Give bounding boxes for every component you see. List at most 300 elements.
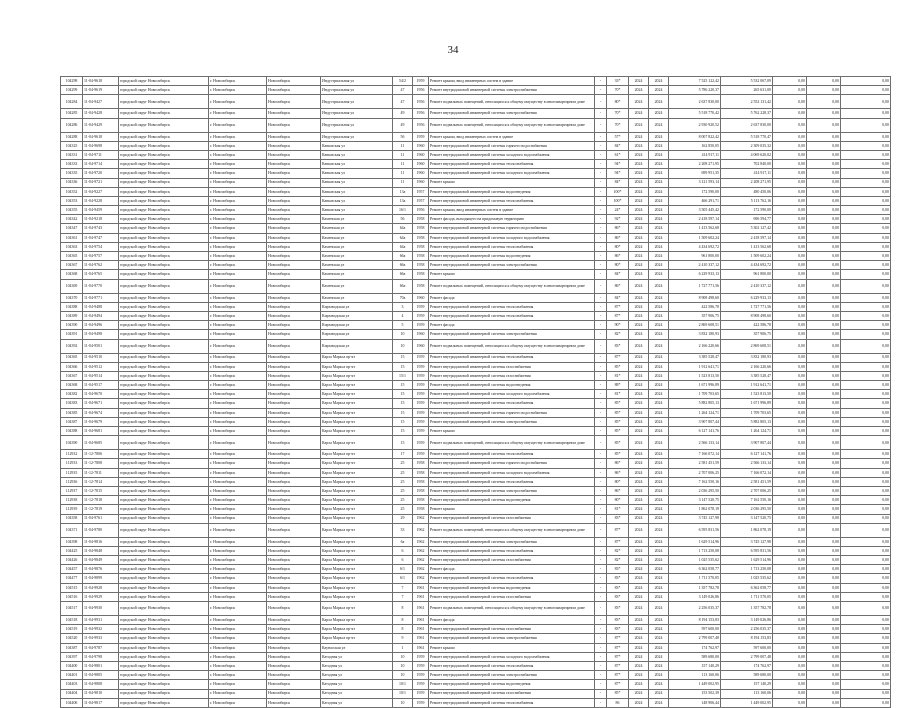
cell-municipality: городской округ Новосибирск [119,270,209,279]
table-row [61,206,891,215]
cell-plan-year-start: 2024 [629,574,649,583]
cell-municipality: городской округ Новосибирск [119,505,209,514]
cell-plan-year-start: 2024 [629,187,649,196]
cell-row-number: 104516 [61,592,83,601]
cell-locality: Новосибирск [267,187,321,196]
table-row [61,233,891,242]
cell-cost-owners: 0,00 [841,233,891,242]
cell-work-type: Ремонт внутридомовой инженерной системы теплоснабжения [429,160,595,169]
cell-street: Каменская ул [321,279,393,293]
cell-cost-budget-local: 0,00 [807,634,841,643]
cell-municipality: городской округ Новосибирск [119,643,209,652]
cell-cost-total: 414 917,11 [669,150,721,159]
cell-street: Карла Маркса пр-кт [321,592,393,601]
cell-cost-budget-regional: 0,00 [773,169,807,178]
cell-municipality: городской округ Новосибирск [119,187,209,196]
cell-wear-percent: 94* [607,169,629,178]
cell-row-number: 104331 [61,150,83,159]
cell-cost-budget-regional: 0,00 [773,109,807,118]
cell-cost-budget-local: 0,00 [807,279,841,293]
cell-cost-total: 1 449 002,95 [669,680,721,689]
cell-house-code: 11-04-9787 [83,643,119,652]
cell-cost-fund: 2 566 133,14 [721,459,773,468]
cell-row-number: 104388 [61,427,83,436]
cell-locality: Новосибирск [267,523,321,537]
table-row [61,187,891,196]
cell-build-year: 1962 [413,546,429,555]
cell-work-mark: - [595,371,607,380]
cell-work-type: Ремонт крыши, ввод инженерных систем в здание [429,132,595,141]
cell-cost-fund: 2 552 131,42 [721,95,773,109]
cell-locality: Новосибирск [267,634,321,643]
cell-work-type: Ремонт внутридомовой инженерной системы газоснабжения [429,514,595,523]
cell-build-year: 1959 [413,77,429,86]
cell-house-code: 11-12-7814 [83,477,119,486]
cell-locality: Новосибирск [267,643,321,652]
cell-municipality: городской округ Новосибирск [119,634,209,643]
cell-work-mark: - [595,233,607,242]
cell-cost-fund: 3 147 520,75 [721,514,773,523]
cell-work-type: Ремонт внутридомовой инженерной системы газоснабжения [429,625,595,634]
cell-cost-budget-local: 0,00 [807,178,841,187]
cell-street: Каменская ул [321,270,393,279]
cell-work-type: Ремонт внутридомовой инженерной системы газоснабжения [429,592,595,601]
cell-settlement: г. Новосибирск [209,293,267,302]
cell-cost-budget-regional: 0,00 [773,661,807,670]
cell-house-number: 17 [393,450,413,459]
cell-street: Катодная ул [321,671,393,680]
cell-cost-fund: 3 907 807,44 [721,436,773,450]
cell-cost-owners: 0,00 [841,583,891,592]
cell-settlement: г. Новосибирск [209,625,267,634]
cell-work-mark: - [595,427,607,436]
cell-plan-year-end: 2024 [649,616,669,625]
cell-settlement: г. Новосибирск [209,270,267,279]
cell-house-number: 49 [393,118,413,132]
cell-wear-percent: 84* [607,293,629,302]
cell-cost-total: 162 850,05 [669,141,721,150]
cell-work-type: Ремонт внутридомовой инженерной системы горячего водоснабжения [429,224,595,233]
cell-build-year: 1959 [413,417,429,426]
cell-cost-owners: 0,00 [841,661,891,670]
cell-locality: Новосибирск [267,77,321,86]
cell-cost-total: 357 906,75 [669,311,721,320]
cell-cost-budget-local: 0,00 [807,371,841,380]
cell-work-mark: - [595,132,607,141]
cell-municipality: городской округ Новосибирск [119,293,209,302]
cell-cost-total: 5 882 805,13 [669,399,721,408]
cell-house-code: 11-04-9512 [83,362,119,371]
cell-work-mark: - [595,477,607,486]
cell-plan-year-start: 2024 [629,353,649,362]
cell-cost-fund: 2 256 035,37 [721,625,773,634]
cell-cost-budget-regional: 0,00 [773,514,807,523]
cell-municipality: городской округ Новосибирск [119,689,209,698]
cell-cost-total: 699 951,35 [669,169,721,178]
cell-settlement: г. Новосибирск [209,206,267,215]
cell-cost-budget-regional: 0,00 [773,224,807,233]
cell-build-year: 1958 [413,477,429,486]
cell-build-year: 1959 [413,408,429,417]
cell-street: Кавказская ул [321,178,393,187]
cell-build-year: 1961 [413,625,429,634]
cell-work-type: Ремонт фасада, выходящего на придомовую территорию [429,215,595,224]
cell-work-mark: - [595,279,607,293]
cell-cost-owners: 0,00 [841,270,891,279]
cell-municipality: городской округ Новосибирск [119,261,209,270]
cell-cost-budget-local: 0,00 [807,689,841,698]
cell-cost-owners: 0,00 [841,417,891,426]
cell-work-mark: - [595,574,607,583]
cell-build-year: 1958 [413,215,429,224]
cell-work-type: Ремонт внутридомовой инженерной системы теплоснабжения [429,196,595,205]
cell-work-mark: - [595,689,607,698]
cell-street: Индустриальная ул [321,86,393,95]
cell-plan-year-end: 2024 [649,279,669,293]
cell-plan-year-start: 2024 [629,468,649,477]
cell-wear-percent: 87* [607,671,629,680]
cell-work-type: Ремонт внутридомовой инженерной системы теплоснабжения [429,661,595,670]
cell-cost-total: 1 523 813,50 [669,371,721,380]
cell-house-code: 11-04-9679 [83,417,119,426]
cell-work-type: Ремонт внутридомовой инженерной системы электроснабжения [429,261,595,270]
cell-row-number: 104336 [61,178,83,187]
table-row [61,661,891,670]
cell-cost-budget-local: 0,00 [807,330,841,339]
cell-house-number: 25 [393,496,413,505]
cell-cost-total: 3 907 807,44 [669,417,721,426]
cell-cost-budget-local: 0,00 [807,602,841,616]
cell-cost-owners: 0,00 [841,150,891,159]
cell-work-mark: - [595,381,607,390]
cell-row-number: 104365 [61,252,83,261]
cell-wear-percent: 82* [607,546,629,555]
cell-wear-percent: 87* [607,523,629,537]
cell-municipality: городской округ Новосибирск [119,459,209,468]
cell-plan-year-start: 2024 [629,279,649,293]
cell-build-year: 1960 [413,330,429,339]
cell-plan-year-end: 2024 [649,546,669,555]
cell-build-year: 1956 [413,109,429,118]
cell-cost-fund: 2 309 035,32 [721,141,773,150]
cell-plan-year-end: 2024 [649,371,669,380]
cell-build-year: 1958 [413,233,429,242]
table-row [61,643,891,652]
cell-house-code: 11-04-9501 [83,339,119,353]
cell-wear-percent: 57* [607,132,629,141]
cell-settlement: г. Новосибирск [209,196,267,205]
cell-cost-fund: 1 523 813,50 [721,390,773,399]
cell-work-mark: - [595,592,607,601]
cell-street: Карла Маркса пр-кт [321,486,393,495]
cell-build-year: 1961 [413,643,429,652]
cell-house-code: 11-04-9930 [83,602,119,616]
cell-cost-budget-local: 0,00 [807,399,841,408]
cell-cost-budget-regional: 0,00 [773,652,807,661]
cell-cost-total: 148 906,44 [669,698,721,707]
cell-locality: Новосибирск [267,625,321,634]
cell-row-number: 104367 [61,261,83,270]
cell-cost-fund: 3 745 127,98 [721,537,773,546]
cell-cost-owners: 0,00 [841,242,891,251]
cell-work-mark: - [595,634,607,643]
cell-wear-percent: 70* [607,86,629,95]
cell-work-mark: - [595,86,607,95]
cell-street: Карла Маркса пр-кт [321,408,393,417]
cell-street: Каунасская ул [321,643,393,652]
cell-cost-total: 3 147 520,75 [669,496,721,505]
cell-build-year: 1962 [413,574,429,583]
cell-house-code: 11-04-9510 [83,353,119,362]
cell-cost-budget-local: 0,00 [807,321,841,330]
cell-build-year: 1959 [413,671,429,680]
cell-house-code: 11-04-9761 [83,514,119,523]
cell-cost-fund: 696 594,77 [721,215,773,224]
cell-municipality: городской округ Новосибирск [119,169,209,178]
cell-cost-total: 2 208 271,95 [669,160,721,169]
cell-house-number: 10/1 [393,680,413,689]
cell-settlement: г. Новосибирск [209,187,267,196]
cell-house-code: 11-12-7811 [83,468,119,477]
cell-municipality: городской округ Новосибирск [119,330,209,339]
cell-work-mark: - [595,486,607,495]
cell-plan-year-start: 2024 [629,496,649,505]
cell-work-mark: - [595,187,607,196]
cell-municipality: городской округ Новосибирск [119,468,209,477]
cell-cost-budget-regional: 0,00 [773,523,807,537]
cell-cost-owners: 0,00 [841,160,891,169]
cell-build-year: 1959 [413,427,429,436]
cell-wear-percent: 33* [607,77,629,86]
cell-house-code: 11-04-9218 [83,215,119,224]
cell-cost-budget-local: 0,00 [807,408,841,417]
cell-work-type: Ремонт внутридомовой инженерной системы горячего водоснабжения [429,408,595,417]
cell-build-year: 1958 [413,505,429,514]
cell-cost-budget-regional: 0,00 [773,408,807,417]
cell-work-mark: - [595,270,607,279]
cell-plan-year-end: 2024 [649,427,669,436]
cell-work-type: Ремонт крыши [429,427,595,436]
cell-locality: Новосибирск [267,390,321,399]
cell-cost-total: 1 709 703,65 [669,390,721,399]
cell-cost-fund: 2 581 451,59 [721,477,773,486]
cell-cost-fund: 5 518 770,47 [721,132,773,141]
cell-plan-year-start: 2024 [629,505,649,514]
cell-row-number: 104352 [61,187,83,196]
cell-street: Карла Маркса пр-кт [321,523,393,537]
cell-cost-total: 2 256 035,37 [669,602,721,616]
cell-house-code: 11-04-9770 [83,279,119,293]
cell-row-number: 104355 [61,206,83,215]
cell-cost-budget-local: 0,00 [807,302,841,311]
cell-wear-percent: 86 [607,698,629,707]
cell-cost-fund: 422 586,78 [721,321,773,330]
cell-locality: Новосибирск [267,261,321,270]
cell-build-year: 1959 [413,661,429,670]
cell-cost-budget-local: 0,00 [807,132,841,141]
table-row [61,77,891,86]
cell-street: Индустриальная ул [321,77,393,86]
cell-wear-percent: 86* [607,486,629,495]
cell-cost-budget-local: 0,00 [807,109,841,118]
cell-build-year: 1960 [413,178,429,187]
cell-settlement: г. Новосибирск [209,505,267,514]
cell-cost-total: 5 518 770,42 [669,109,721,118]
cell-municipality: городской округ Новосибирск [119,546,209,555]
cell-cost-budget-local: 0,00 [807,311,841,320]
cell-work-type: Ремонт внутридомовой инженерной системы теплоснабжения [429,311,595,320]
cell-cost-budget-local: 0,00 [807,592,841,601]
cell-work-mark: - [595,141,607,150]
cell-house-number: 11 [393,150,413,159]
cell-street: Кирзаводская ул [321,330,393,339]
cell-locality: Новосибирск [267,132,321,141]
cell-house-number: 56 [393,132,413,141]
cell-cost-total: 597 600,00 [669,625,721,634]
cell-cost-budget-local: 0,00 [807,565,841,574]
cell-work-mark: - [595,261,607,270]
cell-wear-percent: 85* [607,417,629,426]
cell-plan-year-start: 2024 [629,95,649,109]
cell-cost-owners: 0,00 [841,459,891,468]
cell-work-mark: - [595,698,607,707]
cell-house-code: 11-04-9488 [83,302,119,311]
cell-house-number: 25 [393,459,413,468]
cell-wear-percent: 87* [607,302,629,311]
cell-wear-percent: 70* [607,109,629,118]
cell-cost-owners: 0,00 [841,698,891,707]
cell-row-number: 104286 [61,118,83,132]
cell-locality: Новосибирск [267,477,321,486]
cell-cost-budget-regional: 0,00 [773,270,807,279]
cell-plan-year-end: 2024 [649,450,669,459]
cell-house-code: 11-04-9762 [83,261,119,270]
cell-plan-year-end: 2024 [649,132,669,141]
cell-work-type: Ремонт внутридомовой инженерной системы электроснабжения [429,537,595,546]
cell-plan-year-start: 2024 [629,634,649,643]
cell-cost-total: 7 162 550,16 [669,477,721,486]
cell-build-year: 1962 [413,556,429,565]
cell-cost-owners: 0,00 [841,486,891,495]
cell-house-number: 10 [393,698,413,707]
cell-house-number: 25 [393,505,413,514]
cell-build-year: 1960 [413,339,429,353]
cell-locality: Новосибирск [267,514,321,523]
cell-plan-year-start: 2024 [629,459,649,468]
cell-cost-budget-regional: 0,00 [773,505,807,514]
cell-street: Индустриальная ул [321,132,393,141]
cell-cost-total: 1 671 996,89 [669,381,721,390]
cell-settlement: г. Новосибирск [209,583,267,592]
cell-cost-fund: 5 113 762,16 [721,196,773,205]
table-row [61,427,891,436]
cell-house-number: 15/1 [393,371,413,380]
cell-cost-total: 2 036 295,50 [669,486,721,495]
cell-cost-total: 961 800,00 [669,252,721,261]
cell-wear-percent: 83* [607,574,629,583]
cell-cost-total: 113 160,06 [669,671,721,680]
cell-cost-owners: 0,00 [841,546,891,555]
cell-plan-year-end: 2024 [649,141,669,150]
cell-build-year: 1960 [413,293,429,302]
cell-cost-budget-local: 0,00 [807,224,841,233]
cell-plan-year-start: 2024 [629,556,649,565]
cell-cost-owners: 0,00 [841,592,891,601]
cell-house-number: 9 [393,634,413,643]
cell-cost-owners: 0,00 [841,468,891,477]
cell-cost-budget-regional: 0,00 [773,689,807,698]
cell-cost-budget-local: 0,00 [807,652,841,661]
cell-plan-year-end: 2024 [649,602,669,616]
table-row [61,680,891,689]
cell-house-code: 11-12-7819 [83,505,119,514]
cell-street: Карла Маркса пр-кт [321,468,393,477]
cell-settlement: г. Новосибирск [209,556,267,565]
cell-build-year: 1960 [413,150,429,159]
cell-plan-year-start: 2024 [629,698,649,707]
cell-municipality: городской округ Новосибирск [119,399,209,408]
cell-row-number: 104369 [61,279,83,293]
cell-wear-percent: 80* [607,242,629,251]
table-row [61,616,891,625]
cell-municipality: городской округ Новосибирск [119,215,209,224]
cell-plan-year-end: 2024 [649,150,669,159]
cell-house-number: 47 [393,95,413,109]
cell-cost-budget-local: 0,00 [807,160,841,169]
cell-locality: Новосибирск [267,302,321,311]
cell-house-number: 15 [393,427,413,436]
cell-plan-year-end: 2024 [649,574,669,583]
cell-plan-year-end: 2024 [649,680,669,689]
cell-cost-owners: 0,00 [841,643,891,652]
cell-cost-fund: 8 908 498,60 [721,311,773,320]
table-row [61,698,891,707]
cell-work-type: Ремонт внутридомовой инженерной системы холодного водоснабжения [429,468,595,477]
cell-street: Карла Маркса пр-кт [321,583,393,592]
cell-house-code: 11-04-9459 [83,206,119,215]
cell-build-year: 1959 [413,680,429,689]
cell-plan-year-start: 2024 [629,77,649,86]
cell-plan-year-end: 2024 [649,514,669,523]
cell-plan-year-end: 2024 [649,381,669,390]
cell-house-number: 64а [393,224,413,233]
cell-municipality: городской округ Новосибирск [119,339,209,353]
cell-work-type: Ремонт внутридомовой инженерной системы теплоснабжения [429,477,595,486]
cell-street: Кавказская ул [321,150,393,159]
cell-cost-fund: 1 862 078,19 [721,523,773,537]
cell-row-number: 104515 [61,583,83,592]
cell-locality: Новосибирск [267,381,321,390]
cell-cost-fund: 589 680,00 [721,671,773,680]
cell-plan-year-start: 2024 [629,270,649,279]
cell-cost-total: 2 869 608,51 [669,321,721,330]
cell-plan-year-start: 2024 [629,321,649,330]
table-row [61,459,891,468]
cell-work-mark: - [595,330,607,339]
cell-house-number: 11 [393,178,413,187]
cell-plan-year-start: 2024 [629,652,649,661]
table-row [61,468,891,477]
cell-street: Кавказская ул [321,206,393,215]
cell-settlement: г. Новосибирск [209,362,267,371]
cell-settlement: г. Новосибирск [209,141,267,150]
cell-wear-percent: 87* [607,652,629,661]
cell-row-number: 112935 [61,468,83,477]
cell-row-number: 112939 [61,505,83,514]
cell-settlement: г. Новосибирск [209,680,267,689]
cell-wear-percent: 83* [607,565,629,574]
cell-cost-owners: 0,00 [841,187,891,196]
